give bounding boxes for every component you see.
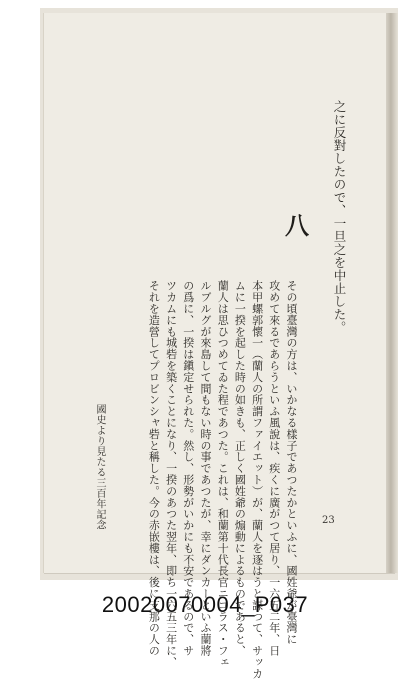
page-number: 23 bbox=[322, 515, 335, 526]
body-text: その頃臺灣の方は、いかなる樣子であつたかといふに、國姓爺が臺灣に 攻めて來るであらうといふ風說は、疾くに廣がつて居り、一六五二年、日 本甲螺郭懷一（蘭人の所謂ファイエット）が、蘭人を逐はうと謀つて、サッカ ムに一揆を起した時の如きも、正しく國姓爺の煽動によるものであると、 蘭人は思ひつめてゐた程であつた。これは、和蘭第十代長官ニコラス・フェ ルブルグが來島して間もない時の事であつたが、幸にダンカーといふ蘭將 の爲に、一揆は鎭定せられた。然し、形勢がいかにも不安であるので、サ ツカムにも城砦を築くことになり、一揆のあつた翌年、即ち一六五三年に、 それを造營してプロビンシャ砦と稱した。今の赤嵌樓は、後に支那の人の bbox=[147, 280, 298, 679]
continuation-line: 之に反對したので、一旦之を中止した。 bbox=[332, 100, 347, 334]
running-title: 國史より見たる三百年記念 bbox=[94, 404, 105, 530]
image-id-caption: 20020070004_P037 bbox=[101, 592, 309, 617]
page-binding-edge bbox=[386, 13, 398, 573]
chapter-heading: 八 bbox=[285, 211, 309, 240]
